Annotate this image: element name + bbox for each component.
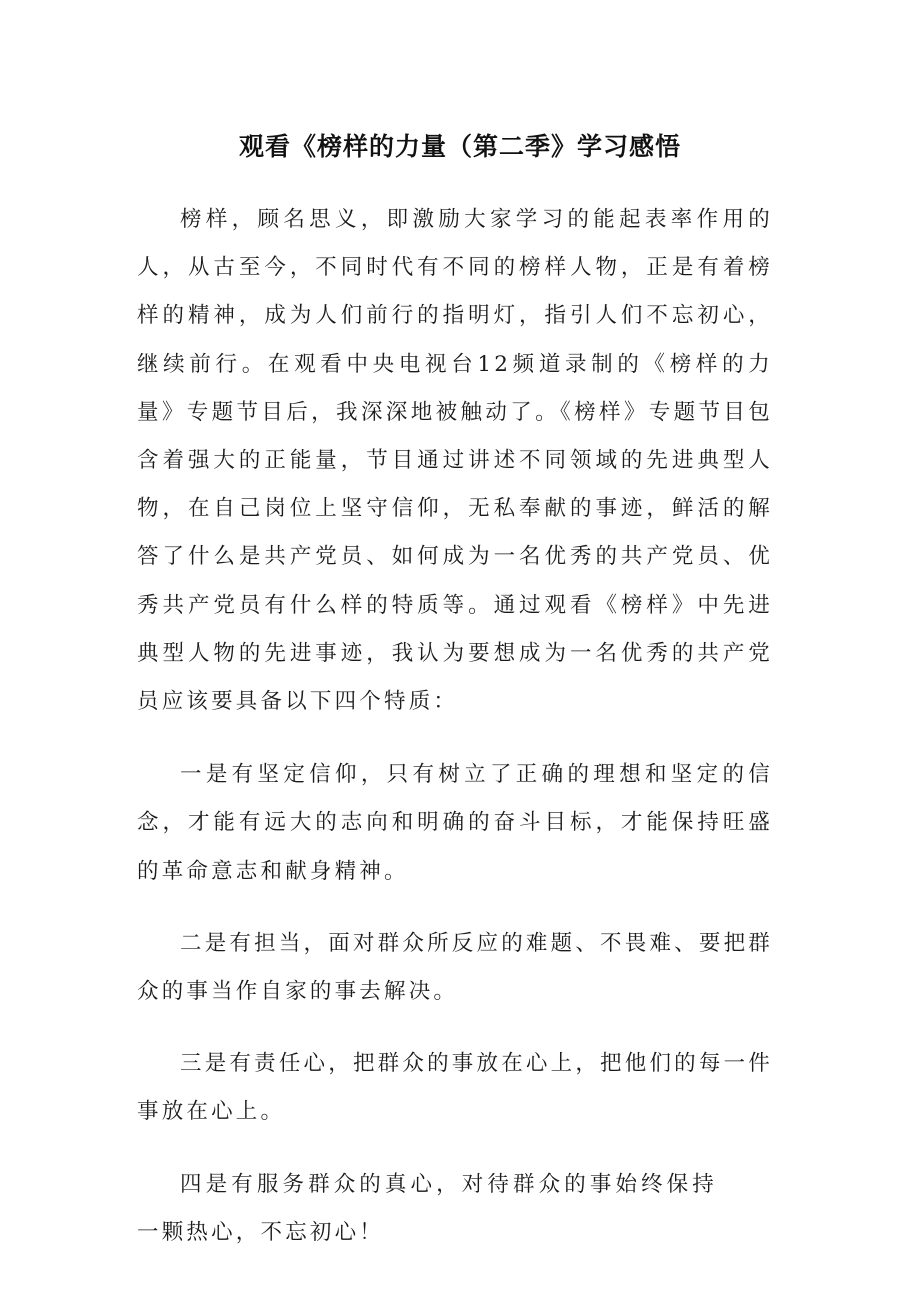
paragraph-intro: 榜样，顾名思义，即激励大家学习的能起表率作用的人，从古至今，不同时代有不同的榜样人物，正是有着榜样的精神，成为人们前行的指明灯，指引人们不忘初心，继续前行。在观看中央电视台12频道录制的《榜样的力量》专题节目后，我深深地被触动了。《榜样》专题节目包含着强大的正能量，节目通过讲述不同领域的先进典型人物，在自己岗位上坚守信仰，无私奉献的事迹，鲜活的解答了什么是共产党员、如何成为一名优秀的共产党员、优秀共产党员有什么样的特质等。通过观看《榜样》中先进典型人物的先进事迹，我认为要想成为一名优秀的共产党员应该要具备以下四个特质：	[137, 207, 773, 715]
paragraph-trait-four: 四是有服务群众的真心，对待群众的事始终保持一颗热心，不忘初心！	[137, 1171, 717, 1245]
paragraph-trait-two: 二是有担当，面对群众所反应的难题、不畏难、要把群众的事当作自家的事去解决。	[137, 930, 773, 1005]
paragraph-trait-three: 三是有责任心，把群众的事放在心上，把他们的每一件事放在心上。	[137, 1051, 773, 1125]
document-body	[137, 196, 773, 1257]
document-title: 观看《榜样的力量（第二季》学习感悟	[238, 132, 681, 161]
paragraph-trait-one: 一是有坚定信仰，只有树立了正确的理想和坚定的信念，才能有远大的志向和明确的奋斗目标，才能保持旺盛的革命意志和献身精神。	[137, 762, 773, 884]
